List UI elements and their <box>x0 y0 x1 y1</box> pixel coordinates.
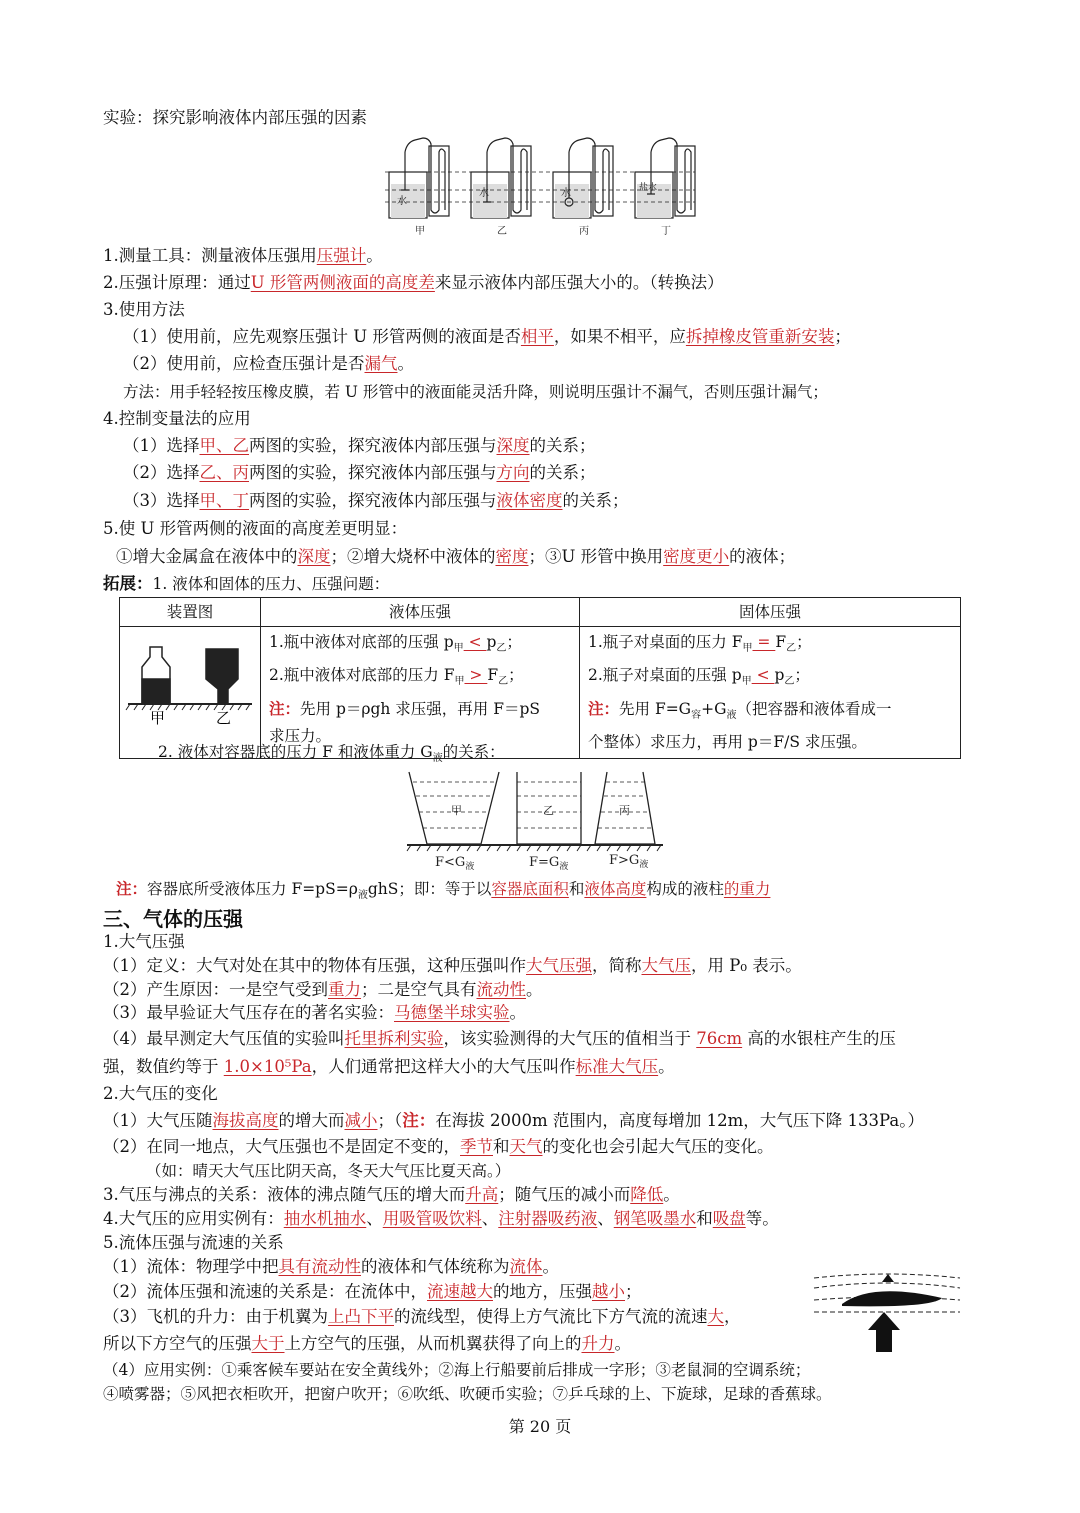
page-footer: 第 20 页 <box>508 1417 572 1436</box>
pressure-table <box>119 597 961 759</box>
line-s2: 2.压强计原理：通过U 形管两侧液面的高度差来显示液体内部压强大小的。（转换法） <box>103 273 724 292</box>
line-g4: 4.大气压的应用实例有：抽水机抽水、用吸管吸饮料、注射器吸药液、钢笔吸墨水和吸盘等。 <box>103 1209 779 1228</box>
line-g1-3: （3）最早验证大气压存在的著名实验：马德堡半球实验。 <box>103 1003 526 1022</box>
liquid-label-bing: 水 <box>561 188 571 199</box>
line-ext: 拓展：1. 液体和固体的压力、压强问题： <box>103 574 390 593</box>
fig-label-jia: 甲 <box>415 226 425 237</box>
bottles-figure <box>120 627 260 729</box>
containers-figure <box>405 768 665 874</box>
line-g3: 3.气压与沸点的关系：液体的沸点随气压的增大而升高；随气压的减小而降低。 <box>103 1185 680 1204</box>
fig-label-yi: 乙 <box>497 226 507 237</box>
setup-yi <box>471 138 531 218</box>
th-device: 装置图 <box>120 598 261 627</box>
line-s4: 4.控制变量法的应用 <box>103 409 251 428</box>
line-s4-2: （2）选择乙、丙两图的实验，探究液体内部压强与方向的关系； <box>123 463 596 482</box>
container-cap-jia: $F<G_液$ <box>435 855 475 872</box>
line-s3-3: 方法：用手轻轻按压橡皮膜，若 U 形管中的液面能灵活升降，则说明压强计不漏气，否则压强计漏气； <box>123 383 828 401</box>
table-fig-yi: 乙 <box>216 709 232 727</box>
cell-solid: 1.瓶子对桌面的压力 $F_甲 = F_乙$； 2.瓶子对桌面的压强 $p_甲 < p_乙$； 注：先用 $F=G_容+G_液$（把容器和液体看成一 个整体）求压力，再用 p＝F/S 求压强。 <box>580 627 961 759</box>
fig-label-ding: 丁 <box>661 226 671 237</box>
line-g5-4b: ④喷雾器；⑤风把衣柜吹开，把窗户吹开；⑥吹纸、吹硬币实验；⑦乒乓球的上、下旋球，足球的香蕉球。 <box>103 1385 832 1403</box>
line-s4-3: （3）选择甲、丁两图的实验，探究液体内部压强与液体密度的关系； <box>123 491 629 510</box>
line-g5-3b: 所以下方空气的压强大于上方空气的压强，从而机翼获得了向上的升力。 <box>103 1334 631 1353</box>
line-g1-4b: 强，数值约等于 1.0×10⁵Pa，人们通常把这样大小的大气压叫作标准大气压。 <box>103 1057 675 1076</box>
experiment-title: 实验：探究影响液体内部压强的因素 <box>103 108 367 127</box>
line-s3: 3.使用方法 <box>103 300 185 319</box>
line-g5-4: （4）应用实例：①乘客候车要站在安全黄线外；②海上行船要前后排成一字形；③老鼠洞的空调系统； <box>103 1361 811 1379</box>
line-g2-3: （如：晴天大气压比阴天高，冬天大气压比夏天高。） <box>146 1162 511 1180</box>
container-cap-bing: $F>G_液$ <box>609 853 649 870</box>
fig-label-bing: 丙 <box>579 226 589 237</box>
line-note2: 注：容器底所受液体压力 $F=pS=\rho_液ghS$；即：等于以容器底面积和液体高度构成的液柱的重力 <box>116 879 771 902</box>
container-label-jia: 甲 <box>451 804 462 817</box>
setup-ding <box>635 138 695 218</box>
liquid-label-jia: 水 <box>397 196 407 207</box>
line-s5-1: ①增大金属盒在液体中的深度；②增大烧杯中液体的密度；③U 形管中换用密度更小的液体； <box>116 547 796 566</box>
line-g2-1: （1）大气压随海拔高度的增大而减小；（注：在海拔 2000m 范围内，高度每增加 12m，大气压下降 133Pa。） <box>103 1111 924 1130</box>
line-g5: 5.流体压强与流速的关系 <box>103 1233 284 1252</box>
table-fig-jia: 甲 <box>150 709 166 727</box>
line-g5-3: （3）飞机的升力：由于机翼为上凸下平的流线型，使得上方气流比下方气流的流速大， <box>103 1307 741 1326</box>
line-g1-4: （4）最早测定大气压值的实验叫托里拆利实验，该实验测得的大气压的值相当于 76cm 高的水银柱产生的压 <box>103 1029 896 1048</box>
container-label-bing: 丙 <box>619 804 630 817</box>
line-s3-2: （2）使用前，应检查压强计是否漏气。 <box>123 354 414 373</box>
container-cap-yi: $F=G_液$ <box>529 855 569 872</box>
line-s4-1: （1）选择甲、乙两图的实验，探究液体内部压强与深度的关系； <box>123 436 596 455</box>
line-g1-2: （2）产生原因：一是空气受到重力；二是空气具有流动性。 <box>103 980 543 999</box>
line-g5-1: （1）流体：物理学中把具有流动性的液体和气体统称为流体。 <box>103 1257 559 1276</box>
liquid-label-ding: 盐水 <box>639 183 658 193</box>
pressure-gauge-figure <box>385 132 700 242</box>
line-g1-1: （1）定义：大气对处在其中的物体有压强，这种压强叫作大气压强，简称大气压，用 P₀ 表示。 <box>103 956 802 975</box>
setup-bing <box>553 138 613 218</box>
cell-device-figure <box>120 627 261 759</box>
th-liquid: 液体压强 <box>261 598 580 627</box>
th-solid: 固体压强 <box>580 598 961 627</box>
cell-liquid: 1.瓶中液体对底部的压强 $p_甲 < p_乙$； 2.瓶中液体对底部的压力 $F_甲 > F_乙$； 注：先用 p＝ρgh 求压强，再用 F＝pS 求压力。 <box>261 627 580 759</box>
line-g1: 1.大气压强 <box>103 932 185 951</box>
line-s5: 5.使 U 形管两侧的液面的高度差更明显： <box>103 519 408 538</box>
line-s3-1: （1）使用前，应先观察压强计 U 形管两侧的液面是否相平，如果不相平，应拆掉橡皮管重新安装； <box>123 327 851 346</box>
line-s1: 1.测量工具：测量液体压强用压强计。 <box>103 246 383 265</box>
line-g2-2: （2）在同一地点，大气压强也不是固定不变的，季节和天气的变化也会引起大气压的变化。 <box>103 1137 774 1156</box>
line-g5-2: （2）流体压强和流速的关系是：在流体中，流速越大的地方，压强越小； <box>103 1282 642 1301</box>
line-ext2: 2. 液体对容器底的压力 F 和液体重力 $G_液$的关系： <box>158 743 505 765</box>
section-3-title: 三、气体的压强 <box>103 907 243 931</box>
wing-airflow-figure <box>812 1268 962 1354</box>
line-g2: 2.大气压的变化 <box>103 1084 218 1103</box>
liquid-label-yi: 水 <box>479 188 489 199</box>
wing-shape <box>842 1291 942 1306</box>
up-arrow-icon <box>868 1312 900 1352</box>
container-label-yi: 乙 <box>543 804 554 817</box>
